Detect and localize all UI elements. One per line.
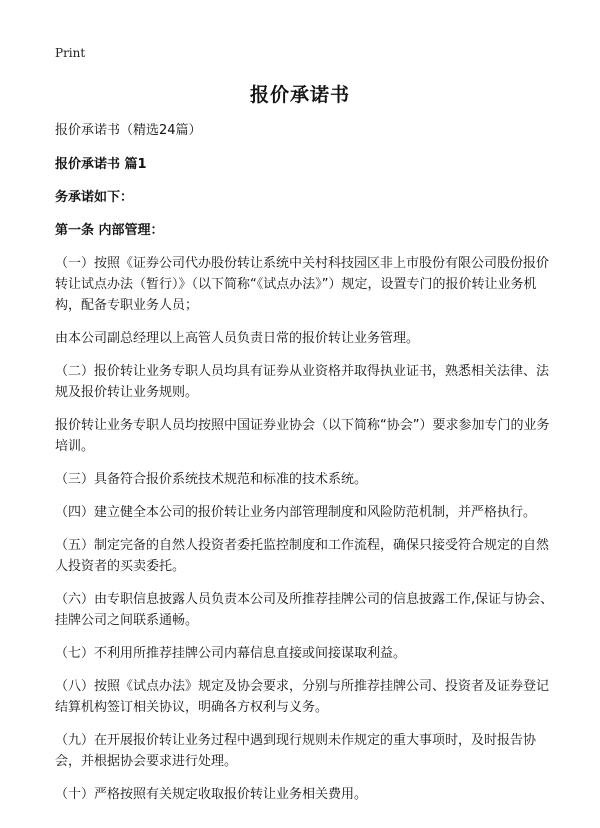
paragraph: （四）建立健全本公司的报价转让业务内部管理制度和风险防范机制，并严格执行。 xyxy=(55,505,537,520)
section-title: 报价承诺书 篇1 xyxy=(55,157,147,172)
paragraph: （三）具备符合报价系统技术规范和标准的技术系统。 xyxy=(55,472,368,487)
document-body xyxy=(55,120,555,817)
paragraph: （七）不利用所推荐挂牌公司内幕信息直接或间接谋取利益。 xyxy=(55,646,407,661)
document-subtitle: 报价承诺书（精选24篇） xyxy=(55,123,202,138)
paragraph: 由本公司副总经理以上高管人员负责日常的报价转让业务管理。 xyxy=(55,331,420,346)
paragraph: （二）报价转让业务专职人员均具有证券从业资格并取得执业证书，熟悉相关法律、法规及报价转让业务规则。 xyxy=(55,364,550,400)
paragraph: （五）制定完备的自然人投资者委托监控制度和工作流程，确保只接受符合规定的自然人投资者的买卖委托。 xyxy=(55,538,550,574)
paragraph: （九）在开展报价转让业务过程中遇到现行规则未作规定的重大事项时，及时报告协会，并根据协会要求进行处理。 xyxy=(55,733,537,769)
paragraph: （十）严格按照有关规定收取报价转让业务相关费用。 xyxy=(55,787,368,802)
document-title: 报价承诺书 xyxy=(249,84,350,106)
paragraph: （六）由专职信息披露人员负责本公司及所推荐挂牌公司的信息披露工作,保证与协会、挂牌公司之间联系通畅。 xyxy=(55,592,554,628)
paragraph: （一）按照《证券公司代办股份转让系统中关村科技园区非上市股份有限公司股份报价转让试点办法（暂行）》（以下简称“《试点办法》”）规定，设置专门的报价转让业务机构，配备专职业务人员； xyxy=(55,256,550,313)
commitment-intro: 务承诺如下： xyxy=(55,190,134,205)
paragraph: 报价转让业务专职人员均按照中国证券业协会（以下简称“协会”）要求参加专门的业务培训。 xyxy=(55,418,550,454)
print-link[interactable]: Print xyxy=(55,46,86,60)
paragraph: （八）按照《试点办法》规定及协会要求，分别与所推荐挂牌公司、投资者及证券登记结算机构签订相关协议，明确各方权利与义务。 xyxy=(55,679,550,715)
article-title: 第一条 内部管理： xyxy=(55,223,164,238)
